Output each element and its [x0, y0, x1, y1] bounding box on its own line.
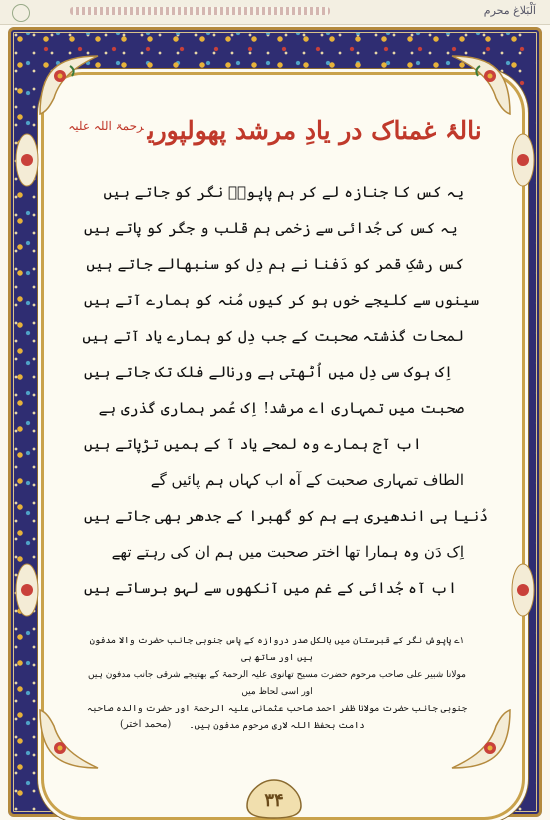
floral-corner-icon — [36, 52, 102, 118]
floral-corner-icon — [448, 52, 514, 118]
header-ornament-icon — [12, 4, 30, 22]
verse-line: اب آج ہمارے وہ لمحے یاد آ کے ہمیں تڑپاتے ہیں — [84, 435, 422, 453]
flower-medallion-icon — [508, 560, 538, 620]
verse-line: دُنیا ہی اندھیری ہے ہم کو گھبرا کے جدھر بھی جاتے ہیں — [84, 507, 489, 525]
footnote-line: جنوبی جانب حضرت مولانا ظفر احمد صاحب عثمانی علیہ الرحمۃ اور حضرت والدہ صاحبہ دامت بحفظ اللہ لاری مرحوم مدفون ہیں۔ — [87, 704, 467, 731]
footnote-line: مولانا شبیر علی صاحب مرحوم حضرت مسیح تھانوی علیہ الرحمۃ کے بھتیجے شرقی جانب مدفون ہیں اور اسی لحاظ میں — [88, 670, 466, 697]
flower-medallion-icon — [12, 130, 42, 190]
verse-line: کس رشکِ قمر کو دَفنا نے ہم دِل کو سنبھالے جاتے ہیں — [86, 255, 464, 273]
verse-line: اب آہ جُدائی کے غم میں آنکھوں سے لہو برساتے ہیں — [84, 579, 457, 597]
verse-line: صحبت میں تمہاری اے مرشد! اِک عُمر ہماری گذری ہے — [98, 399, 464, 417]
flower-medallion-icon — [12, 560, 42, 620]
page-header — [0, 0, 550, 25]
flower-medallion-icon — [508, 130, 538, 190]
verse-line: لمحات گذشتہ صحبت کے جب دِل کو ہمارے یاد آتے ہیں — [82, 327, 464, 345]
poem-title-text: نالۂ غمناک در یادِ مرشد پھولپوری — [147, 116, 482, 145]
page-number: ۳۴ — [264, 790, 284, 811]
footnote-line: ۱ے پاپوش نگر کے قبرستان میں بالکل صدر دروازہ کے پاس جنوبی جانب حضرت والا مدفون ہیں اور ساتھ ہی — [89, 636, 465, 663]
author-signature: (محمد اختر) — [120, 719, 172, 730]
poem-title — [60, 116, 490, 145]
header-decorative-band — [70, 7, 330, 15]
verse-line: الطاف تمہاری صحبت کے آہ اب کہاں ہم پائیں گے — [150, 471, 464, 489]
verse-line: اِک ہوک سی دِل میں اُٹھتی ہے ورنالے فلک تک جاتے ہیں — [84, 363, 453, 381]
title-honorific: رحمۃ اللہ علیہ — [68, 118, 144, 133]
verse-line: یہ کس کی جُدائی سے زخمی ہم قلب و جگر کو پاتے ہیں — [84, 219, 458, 237]
verse-line: یہ کس کا جنازہ لے کر ہم پاپوشؔ نگر کو جاتے ہیں — [103, 183, 464, 201]
verse-line: اِک دَن وہ ہمارا تھا اختر صحبت میں ہم ان کی رہتے تھے — [111, 543, 464, 561]
header-title: اَلْبَلاغ محرم — [483, 4, 536, 17]
verse-line: سینوں سے کلیجے خوں ہو کر کیوں مُنہ کو ہمارے آتے ہیں — [84, 291, 480, 309]
